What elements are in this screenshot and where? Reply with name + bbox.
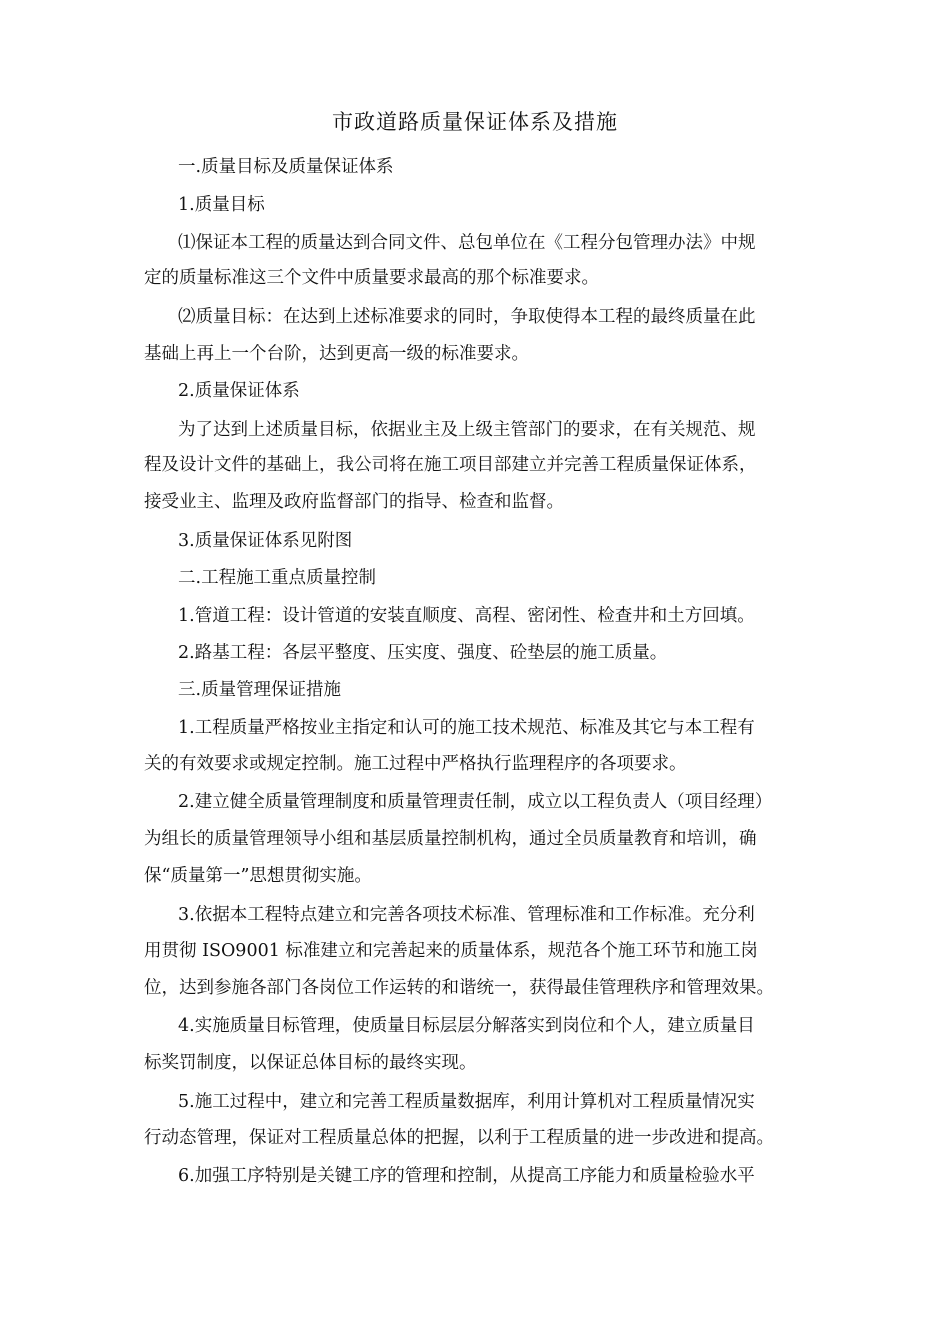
subsection-heading: 3.质量保证体系见附图 [178,531,353,551]
paragraph-line: 基础上再上一个台阶，达到更高一级的标准要求。 [144,344,529,364]
paragraph-line: 标奖罚制度，以保证总体目标的最终实现。 [144,1053,477,1073]
paragraph-line: ⑵质量目标：在达到上述标准要求的同时，争取使得本工程的最终质量在此 [178,307,756,327]
paragraph-line: 为组长的质量管理领导小组和基层质量控制机构，通过全员质量教育和培训，确 [144,829,757,849]
paragraph-line: 2.建立健全质量管理制度和质量管理责任制，成立以工程负责人（项目经理） [178,792,773,812]
subsection-heading: 1.质量目标 [178,195,265,215]
paragraph-line: 关的有效要求或规定控制。施工过程中严格执行监理程序的各项要求。 [144,754,687,774]
paragraph-line: 用贯彻 ISO9001 标准建立和完善起来的质量体系，规范各个施工环节和施工岗 [144,941,758,961]
paragraph-line: 行动态管理，保证对工程质量总体的把握，以利于工程质量的进一步改进和提高。 [144,1128,774,1148]
paragraph-line: 位，达到参施各部门各岗位工作运转的和谐统一，获得最佳管理秩序和管理效果。 [144,978,774,998]
paragraph-line: 6.加强工序特别是关键工序的管理和控制，从提高工序能力和质量检验水平 [178,1166,755,1186]
paragraph-line: 保“质量第一”思想贯彻实施。 [144,866,372,886]
paragraph-line: 程及设计文件的基础上，我公司将在施工项目部建立并完善工程质量保证体系， [144,455,757,475]
section-heading: 二.工程施工重点质量控制 [178,568,377,588]
section-heading: 一.质量目标及质量保证体系 [178,157,394,177]
paragraph-line: 5.施工过程中，建立和完善工程质量数据库，利用计算机对工程质量情况实 [178,1092,755,1112]
paragraph-line: 为了达到上述质量目标，依据业主及上级主管部门的要求，在有关规范、规 [178,420,756,440]
paragraph-line: 接受业主、监理及政府监督部门的指导、检查和监督。 [144,492,564,512]
section-heading: 三.质量管理保证措施 [178,680,342,700]
document-title: 市政道路质量保证体系及措施 [332,110,618,134]
paragraph-line: 4.实施质量目标管理，使质量目标层层分解落实到岗位和个人，建立质量目 [178,1016,755,1036]
paragraph-line: 定的质量标准这三个文件中质量要求最高的那个标准要求。 [144,268,599,288]
paragraph-line: 2.路基工程：各层平整度、压实度、强度、砼垫层的施工质量。 [178,643,668,663]
paragraph-line: 3.依据本工程特点建立和完善各项技术标准、管理标准和工作标准。充分利 [178,905,755,925]
paragraph-line: ⑴保证本工程的质量达到合同文件、总包单位在《工程分包管理办法》中规 [178,233,756,253]
subsection-heading: 2.质量保证体系 [178,381,300,401]
paragraph-line: 1.工程质量严格按业主指定和认可的施工技术规范、标准及其它与本工程有 [178,718,755,738]
paragraph-line: 1.管道工程：设计管道的安装直顺度、高程、密闭性、检查井和土方回填。 [178,606,755,626]
